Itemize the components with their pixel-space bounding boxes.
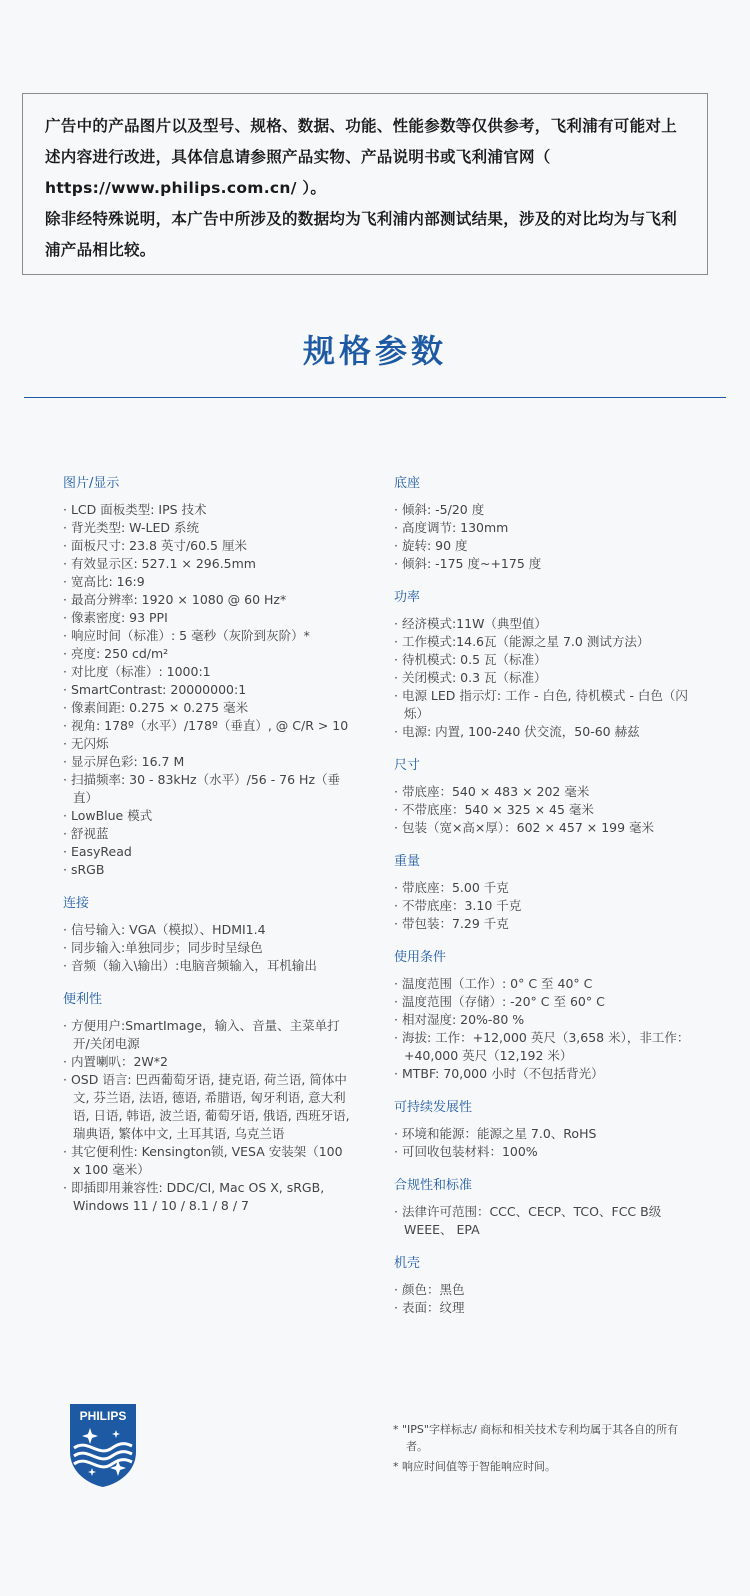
spec-item: · 表面：纹理 — [394, 1299, 694, 1317]
spec-item: · 倾斜: -5/20 度 — [394, 501, 694, 519]
spec-item: · 最高分辨率: 1920 × 1080 @ 60 Hz* — [63, 591, 353, 609]
spec-item: · SmartContrast: 20000000:1 — [63, 681, 353, 699]
title-divider — [24, 397, 726, 398]
spec-item: · 带底座：5.00 千克 — [394, 879, 694, 897]
footnotes — [393, 1421, 693, 1478]
spec-item: · 音频（输入\输出）:电脑音频输入，耳机输出 — [63, 957, 353, 975]
footnote-response-time: * 响应时间值等于智能响应时间。 — [393, 1460, 556, 1473]
spec-item: · 可回收包装材料：100% — [394, 1143, 694, 1161]
spec-item: · 无闪烁 — [63, 735, 353, 753]
spec-item: · 像素密度: 93 PPI — [63, 609, 353, 627]
spec-item: · 显示屏色彩: 16.7 M — [63, 753, 353, 771]
spec-item: · 待机模式: 0.5 瓦（标准） — [394, 651, 694, 669]
spec-item: · 旋转: 90 度 — [394, 537, 694, 555]
philips-logo — [68, 1402, 138, 1488]
spec-item: · 包装（宽×高×厚）：602 × 457 × 199 毫米 — [394, 819, 694, 837]
spec-item: · 不带底座：540 × 325 × 45 毫米 — [394, 801, 694, 819]
spec-item: · 扫描频率: 30 - 83kHz（水平）/56 - 76 Hz（垂直） — [63, 771, 353, 807]
section-title: 合规性和标准 — [394, 1178, 473, 1193]
spec-section — [63, 896, 353, 975]
spec-item: · MTBF: 70,000 小时（不包括背光） — [394, 1065, 694, 1083]
section-title: 图片/显示 — [63, 476, 120, 491]
spec-item: · 倾斜: -175 度~+175 度 — [394, 555, 694, 573]
spec-item: · 对比度（标准）: 1000:1 — [63, 663, 353, 681]
spec-section — [394, 1100, 694, 1161]
spec-item: · 舒视蓝 — [63, 825, 353, 843]
spec-section — [63, 992, 353, 1215]
spec-item: · 温度范围（工作）: 0° C 至 40° C — [394, 975, 694, 993]
spec-column-left — [63, 476, 353, 1232]
spec-item: · 方便用户:SmartImage，输入、音量、主菜单打开/关闭电源 — [63, 1017, 353, 1053]
disclaimer-paragraph-2: 除非经特殊说明，本广告中所涉及的数据均为飞利浦内部测试结果，涉及的对比均为与飞利浦产品相比较。 — [45, 210, 678, 259]
spec-item: · 其它便利性: Kensington锁, VESA 安装架（100 x 100 毫米） — [63, 1143, 353, 1179]
philips-shield-icon — [68, 1402, 138, 1488]
spec-item: · 电源 LED 指示灯: 工作 - 白色, 待机模式 - 白色（闪烁） — [394, 687, 694, 723]
spec-section — [394, 854, 694, 933]
spec-item: · LCD 面板类型: IPS 技术 — [63, 501, 353, 519]
spec-item: · 电源: 内置, 100-240 伏交流，50-60 赫兹 — [394, 723, 694, 741]
disclaimer-paragraph-1: 广告中的产品图片以及型号、规格、数据、功能、性能参数等仅供参考，飞利浦有可能对上述内容进行改进，具体信息请参照产品实物、产品说明书或飞利浦官网（ https://www.philips.com.cn/ ）。 — [45, 117, 678, 197]
spec-item: · 视角: 178º（水平）/178º（垂直）, @ C/R > 10 — [63, 717, 353, 735]
logo-text: PHILIPS — [79, 1409, 127, 1423]
spec-item: · 像素间距: 0.275 × 0.275 毫米 — [63, 699, 353, 717]
spec-item: · 即插即用兼容性: DDC/CI, Mac OS X, sRGB, Windows 11 / 10 / 8.1 / 8 / 7 — [63, 1179, 353, 1215]
spec-item: · OSD 语言: 巴西葡萄牙语, 捷克语, 荷兰语, 简体中文, 芬兰语, 法语, 德语, 希腊语, 匈牙利语, 意大利语, 日语, 韩语, 波兰语, 葡萄牙语, 俄语, 西班牙语, 瑞典语, 繁体中文, 土耳其语, 乌克兰语 — [63, 1071, 353, 1143]
spec-item: · 响应时间（标准）: 5 毫秒（灰阶到灰阶）* — [63, 627, 353, 645]
spec-item: · 带底座：540 × 483 × 202 毫米 — [394, 783, 694, 801]
spec-section — [394, 950, 694, 1083]
spec-item: · 带包装：7.29 千克 — [394, 915, 694, 933]
spec-item: · 不带底座：3.10 千克 — [394, 897, 694, 915]
spec-item: · 法律许可范围：CCC、CECP、TCO、FCC B级 WEEE、 EPA — [394, 1203, 694, 1239]
spec-item: · 环境和能源：能源之星 7.0、RoHS — [394, 1125, 694, 1143]
spec-item: · 信号输入: VGA（模拟）、HDMI1.4 — [63, 921, 353, 939]
spec-item: · 高度调节: 130mm — [394, 519, 694, 537]
spec-item: · 有效显示区: 527.1 × 296.5mm — [63, 555, 353, 573]
section-title: 功率 — [394, 590, 421, 605]
spec-item: · 经济模式:11W（典型值） — [394, 615, 694, 633]
spec-item: · 背光类型: W-LED 系统 — [63, 519, 353, 537]
section-title: 底座 — [394, 476, 421, 491]
section-title: 机壳 — [394, 1256, 421, 1271]
spec-item: · 同步输入:单独同步；同步时呈绿色 — [63, 939, 353, 957]
spec-item: · EasyRead — [63, 843, 353, 861]
section-title: 连接 — [63, 896, 90, 911]
spec-item: · 工作模式:14.6瓦（能源之星 7.0 测试方法） — [394, 633, 694, 651]
spec-item: · 亮度: 250 cd/m² — [63, 645, 353, 663]
disclaimer-box — [22, 93, 708, 275]
spec-column-right — [394, 476, 694, 1334]
section-title: 便利性 — [63, 992, 103, 1007]
spec-item: · LowBlue 模式 — [63, 807, 353, 825]
spec-item: · sRGB — [63, 861, 353, 879]
page-title: 规格参数 — [302, 332, 447, 370]
section-title: 使用条件 — [394, 950, 447, 965]
spec-item: · 宽高比: 16:9 — [63, 573, 353, 591]
spec-section — [63, 476, 353, 879]
spec-section — [394, 758, 694, 837]
section-title: 可持续发展性 — [394, 1100, 473, 1115]
footnote-ips: * "IPS"字样标志/ 商标和相关技术专利均属于其各自的所有者。 — [393, 1423, 679, 1453]
spec-section — [394, 1178, 694, 1239]
section-title: 重量 — [394, 854, 421, 869]
spec-item: · 内置喇叭：2W*2 — [63, 1053, 353, 1071]
spec-item: · 相对湿度: 20%-80 % — [394, 1011, 694, 1029]
section-title: 尺寸 — [394, 758, 421, 773]
spec-item: · 颜色：黑色 — [394, 1281, 694, 1299]
spec-item: · 关闭模式: 0.3 瓦（标准） — [394, 669, 694, 687]
spec-item: · 面板尺寸: 23.8 英寸/60.5 厘米 — [63, 537, 353, 555]
spec-item: · 温度范围（存储）: -20° C 至 60° C — [394, 993, 694, 1011]
spec-section — [394, 476, 694, 573]
spec-section — [394, 590, 694, 741]
spec-item: · 海拔: 工作：+12,000 英尺（3,658 米），非工作：+40,000 英尺（12,192 米） — [394, 1029, 694, 1065]
spec-section — [394, 1256, 694, 1317]
